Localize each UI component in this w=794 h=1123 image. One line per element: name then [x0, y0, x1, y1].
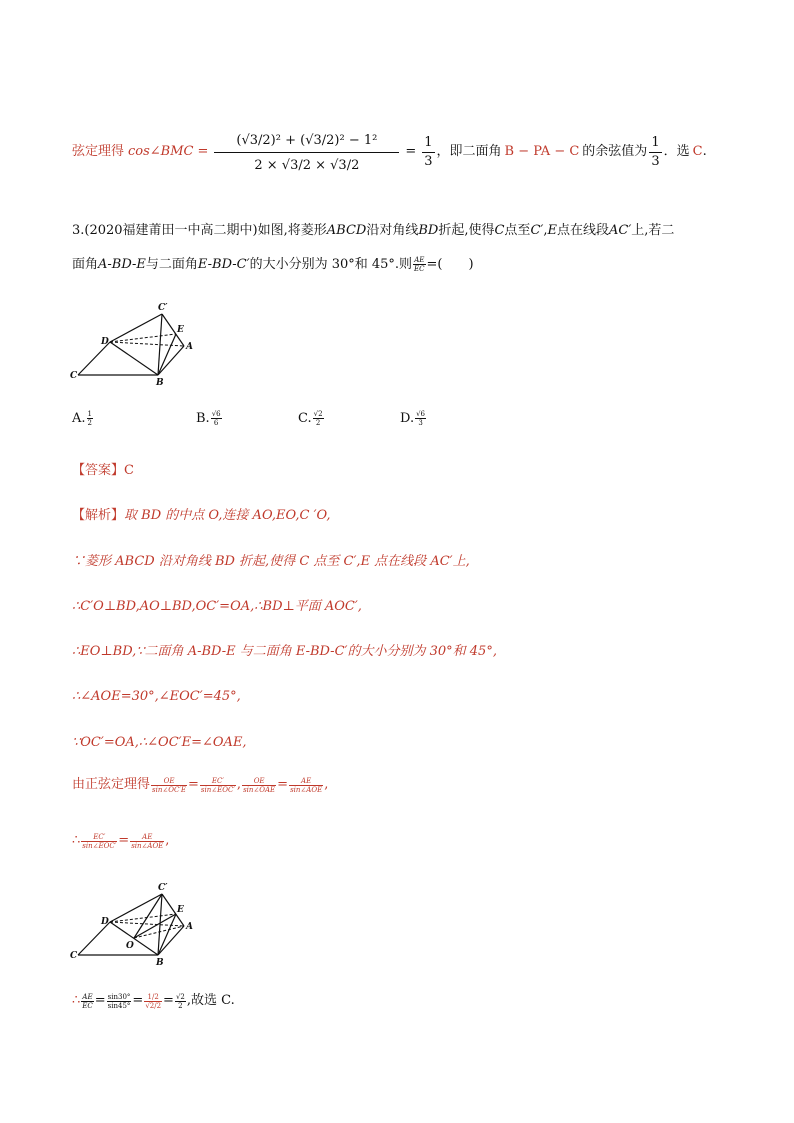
dashed-D-E [110, 334, 176, 342]
cosine-fraction [214, 130, 399, 175]
label-E: E [177, 325, 184, 335]
result-den: 3 [424, 153, 433, 169]
pyramid-figure-2 [68, 880, 208, 970]
svg-text:C: C [70, 951, 78, 961]
label-B: B [156, 378, 164, 388]
analysis-line-4: ∴EO⊥BD,∵二面角 A-BD-E 与二面角 E-BD-C′的大小分别为 30°和 45°, [72, 644, 497, 659]
analysis-line-1: 【解析】取 BD 的中点 O,连接 AO,EO,C ′O, [72, 508, 331, 523]
svg-text:C′: C′ [158, 883, 168, 893]
conclusion-b: 的余弦值为 [582, 144, 648, 159]
svg-text:D: D [101, 917, 109, 927]
line1-prefix: 弦定理得 [72, 144, 125, 159]
angle-name: B − PA − C [504, 144, 580, 159]
label-Cp: C′ [158, 303, 168, 313]
dashed-D-A [110, 342, 184, 346]
label-A: A [186, 342, 193, 352]
conclusion-a: ，即二面角 [436, 144, 502, 159]
answer-fraction: 1 3 [651, 134, 660, 169]
label-C: C [70, 371, 78, 381]
cosine-formula-line: 弦定理得 cos∠BMC = $\frac{\text{(√3/2)² + (√3/2)² − 1²}}{2 \times √3/2 \times √3/2}$ = $\frac{1}{3}$ ，即二面角 B − PA − C 的余弦值为 1 3 ．选 C . [72, 112, 707, 192]
edge-D-Cp [110, 314, 162, 342]
question-fraction: $\frac{AE}{EC}$ [414, 256, 425, 273]
answer-value: C [124, 463, 134, 478]
cosine-denominator: 2 × √3/2 × √3/2 [254, 157, 360, 173]
edge-D-B [110, 342, 158, 375]
svg-text:O: O [126, 941, 134, 951]
pyramid-figure-1 [68, 300, 208, 390]
label-D: D [101, 337, 109, 347]
answer-line [72, 462, 134, 480]
cos-label: cos∠BMC [128, 144, 194, 159]
equals-sign: = [197, 144, 209, 159]
option-a[interactable]: A. $\frac{1}{2}$ [72, 410, 92, 427]
analysis-line-6: ∵OC′=OA,∴∠OC′E=∠OAE, [72, 735, 247, 750]
question-line-1: 3.(2020福建莆田一中高二期中)如图,将菱形ABCD沿对角线BD折起,使得C点至C′,E点在线段AC′上,若二 [72, 223, 675, 238]
option-d[interactable]: D. $\frac{√6}{3}$ [400, 410, 426, 427]
answer-label: 【答案】 [72, 463, 125, 478]
analysis-label: 【解析】 [72, 508, 125, 523]
analysis-line-3: ∴C′O⊥BD,AO⊥BD,OC′=OA,∴BD⊥平面 AOC′, [72, 599, 362, 614]
answer-text: ．选 [663, 144, 690, 159]
analysis-line-7: 由正弦定理得 $\frac{OE}{\sin\angle OC'E}$ = $\frac{EC'}{\text{sin∠EOC′}}$ , $\frac{OE}{\text{sin∠OAE}}$ = $\frac{AE}{\text{sin∠AOE}}$ , [72, 776, 329, 794]
question-line-2: 面角A-BD-E与二面角E-BD-C′的大小分别为 30°和 45°.则 $\frac{AE}{EC}$ =( ) [72, 256, 474, 273]
analysis-line-2: ∵菱形 ABCD 沿对角线 BD 折起,使得 C 点至 C′,E 点在线段 AC′上, [72, 554, 470, 569]
analysis-line-9: ∴ $\frac{AE}{EC}$ = $\frac{\sin 30^\circ}{\sin 45^\circ}$ = $\frac{1/2}{√2/2}$ = $\frac{√2}{2}$ ,故选 C. [72, 992, 235, 1010]
svg-text:A: A [186, 922, 193, 932]
cosine-numerator: (√3/2)² + (√3/2)² − 1² [214, 130, 399, 153]
answer-letter: C [692, 144, 703, 159]
result-num: 1 [422, 134, 434, 153]
svg-text:E: E [177, 905, 184, 915]
result-fraction [422, 134, 434, 171]
analysis-line-8: ∴ $\frac{EC'}{\text{sin∠EOC′}}$ = $\frac{AE}{\text{sin∠AOE}}$ , [72, 832, 170, 850]
edge-A-B [158, 346, 184, 375]
option-b[interactable]: B. $\frac{√6}{6}$ [196, 410, 221, 427]
option-c[interactable]: C. $\frac{√2}{2}$ [298, 410, 323, 427]
svg-text:B: B [156, 958, 164, 968]
analysis-line-5: ∴∠AOE=30°,∠EOC′=45°, [72, 689, 241, 704]
